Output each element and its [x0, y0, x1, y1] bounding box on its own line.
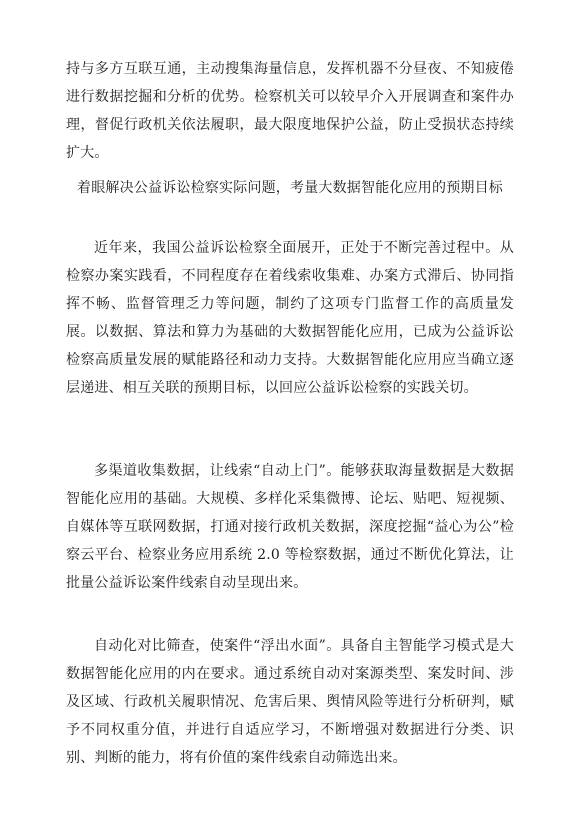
paragraph-data-collection: 多渠道收集数据，让线索“自动上门”。能够获取海量数据是大数据智能化应用的基础。大规模、多样化采集微博、论坛、贴吧、短视频、自媒体等互联网数据，打通对接行政机关数据，深度挖掘“益心为公”检察云平台、检察业务应用系统 2.0 等检察数据，通过不断优化算法，让批量公益诉讼案件线索自动呈现出来。 — [66, 463, 514, 591]
paragraph-background: 近年来，我国公益诉讼检察全面展开，正处于不断完善过程中。从检察办案实践看，不同程度存在着线索收集难、办案方式滞后、协同指挥不畅、监督管理乏力等问题，制约了这项专门监督工作的高质量发展。以数据、算法和算力为基础的大数据智能化应用，已成为公益诉讼检察高质量发展的赋能路径和动力支持。大数据智能化应用应当确立逐层递进、相互关联的预期目标，以回应公益诉讼检察的实践关切。 — [66, 240, 514, 396]
paragraph-continuation: 持与多方互联互通，主动搜集海量信息，发挥机器不分昼夜、不知疲倦进行数据挖掘和分析的优势。检察机关可以较早介入开展调查和案件办理，督促行政机关依法履职，最大限度地保护公益，防止受损状态持续扩大。 — [66, 61, 514, 161]
paragraph-automated-screening: 自动化对比筛查，使案件“浮出水面”。具备自主智能学习模式是大数据智能化应用的内在要求。通过系统自动对案源类型、案发时间、涉及区域、行政机关履职情况、危害后果、舆情风险等进行分析研判，赋予不同权重分值，并进行自适应学习，不断增强对数据进行分类、识别、判断的能力，将有价值的案件线索自动筛选出来。 — [66, 638, 514, 766]
section-heading: 着眼解决公益诉讼检察实际问题，考量大数据智能化应用的预期目标 — [77, 180, 503, 196]
